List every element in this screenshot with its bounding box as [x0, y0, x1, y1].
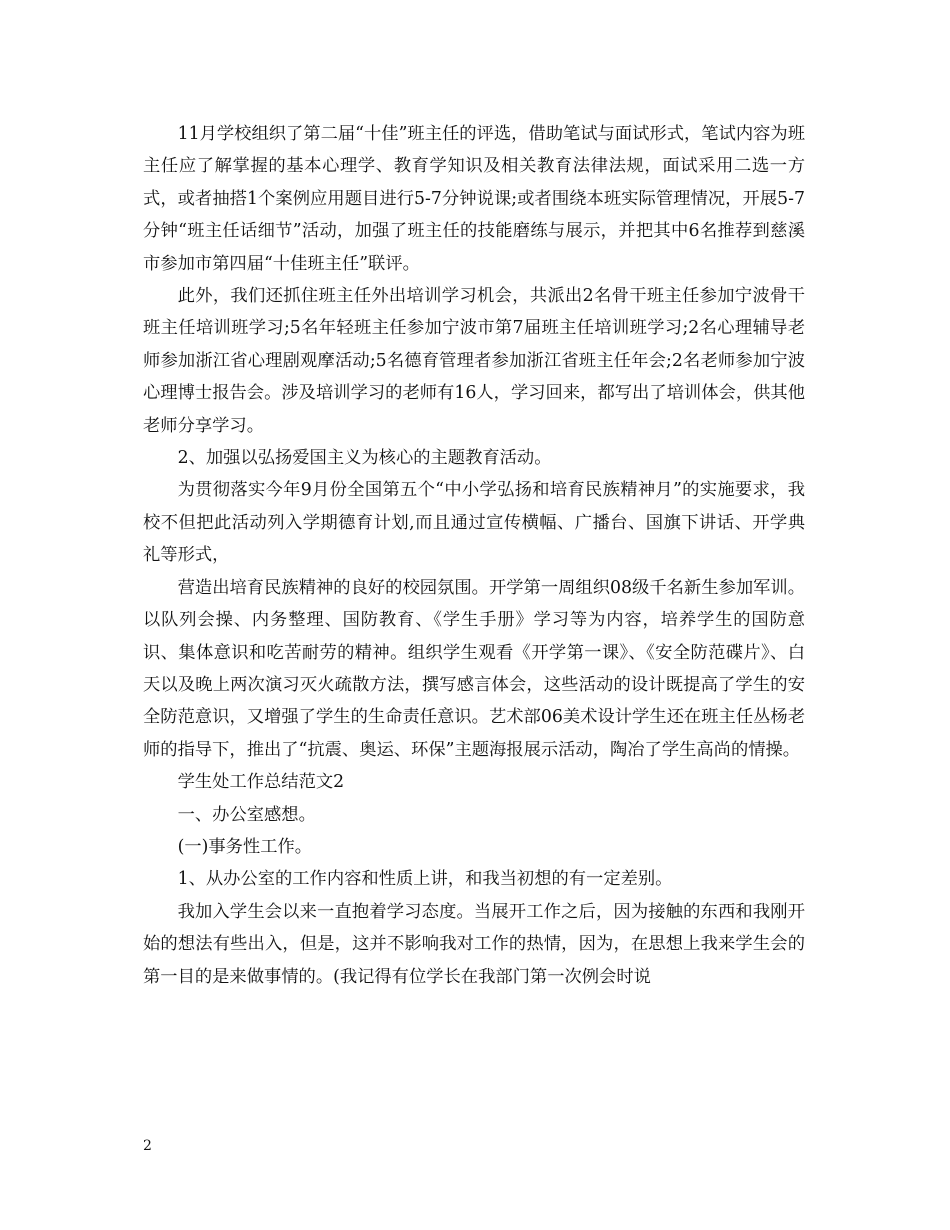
paragraph-3: 2、加强以弘扬爱国主义为核心的主题教育活动。 — [177, 448, 552, 469]
paragraph-9: 1、从办公室的工作内容和性质上讲，和我当初想的有一定差别。 — [177, 869, 673, 890]
paragraph-2: 此外，我们还抓住班主任外出培训学习机会，共派出2名骨干班主任参加宁波骨干班主任培训班学习;5名年轻班主任参加宁波市第7届班主任培训班学习;2名心理辅导老师参加浙江省心理剧观摩活动;5名德育管理者参加浙江省班主任年会;2名老师参加宁波心理博士报告会。涉及培训学习的老师有16人，学习回来，都写出了培训体会，供其他老师分享学习。 — [143, 286, 805, 436]
page-number: 2 — [143, 1138, 152, 1154]
section-heading: 学生处工作总结范文2 — [177, 772, 345, 793]
paragraph-5: 营造出培育民族精神的良好的校园氛围。开学第一周组织08级千名新生参加军训。以队列会操、内务整理、国防教育、《学生手册》学习等为内容，培养学生的国防意识、集体意识和吃苦耐劳的精神。组织学生观看《开学第一课》、《安全防范碟片》、白天以及晚上两次演习灭火疏散方法，撰写感言体会，这些活动的设计既提高了学生的安全防范意识，又增强了学生的生命责任意识。艺术部06美术设计学生还在班主任丛杨老师的指导下，推出了“抗震、奥运、环保”主题海报展示活动，陶冶了学生高尚的情操。 — [143, 577, 805, 760]
subheading-office: 一、办公室感想。 — [177, 804, 316, 825]
paragraph-10: 我加入学生会以来一直抱着学习态度。当展开工作之后，因为接触的东西和我刚开始的想法有些出入，但是，这并不影响我对工作的热情，因为，在思想上我来学生会的第一目的是来做事情的。(我记得有位学长在我部门第一次例会时说 — [143, 901, 805, 987]
paragraph-1: 11月学校组织了第二届“十佳”班主任的评选，借助笔试与面试形式，笔试内容为班主任应了解掌握的基本心理学、教育学知识及相关教育法律法规，面试采用二选一方式，或者抽搭1个案例应用题目进行5-7分钟说课;或者围绕本班实际管理情况，开展5-7分钟“班主任话细节”活动，加强了班主任的技能磨练与展示，并把其中6名推荐到慈溪市参加市第四届“十佳班主任”联评。 — [143, 124, 805, 274]
paragraph-4: 为贯彻落实今年9月份全国第五个“中小学弘扬和培育民族精神月”的实施要求，我校不但把此活动列入学期德育计划,而且通过宣传横幅、广播台、国旗下讲话、开学典礼等形式， — [143, 480, 805, 566]
document-body — [143, 118, 805, 993]
subheading-affairs: (一)事务性工作。 — [177, 836, 313, 857]
